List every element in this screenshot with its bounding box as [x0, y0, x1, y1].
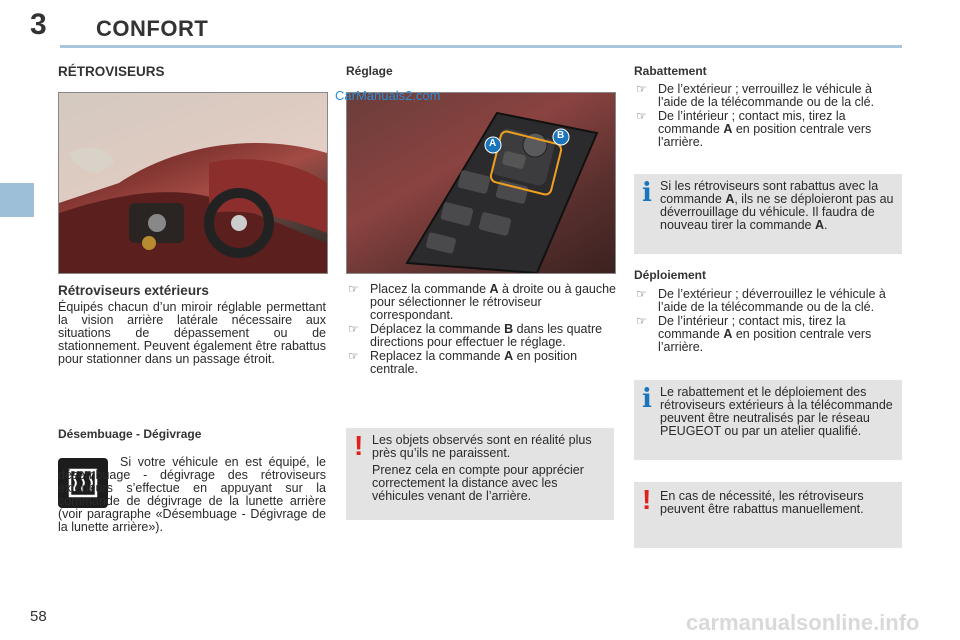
- section-title: RÉTROVISEURS: [58, 64, 165, 79]
- folding-step: ☞ De l’extérieur ; verrouillez le véhicule à l’aide de la télécommande ou de la clé.: [636, 82, 875, 109]
- manual-folding-warning: [634, 482, 902, 548]
- network-info-note: [634, 380, 902, 460]
- adjustment-step: ☞ Placez la commande A à droite ou à gauche pour sélectionner le rétroviseur correspondant.: [348, 282, 616, 322]
- bullet-hand-icon: ☞: [636, 82, 647, 96]
- adjustment-step: ☞ Replacez la commande A en position centrale.: [348, 349, 578, 376]
- dashboard-illustration: [59, 93, 327, 273]
- warning-exclamation-icon: !: [354, 430, 364, 461]
- unfolding-steps: [634, 288, 902, 355]
- warning-line-1: Les objets observés sont en réalité plus près qu’ils ne paraissent.: [372, 433, 592, 460]
- defrost-text: Si votre véhicule en est équipé, le désembuage - dégivrage des rétroviseurs extérieurs s’effectue en appuyant sur la commande de dégivrage de la lunette arrière (voir paragraphe «Désembuage - Dégivrage de la lunette arrière»).: [58, 455, 326, 534]
- bullet-hand-icon: ☞: [348, 322, 359, 336]
- header-rule: [60, 45, 902, 48]
- chapter-number: 3: [30, 8, 47, 41]
- bullet-hand-icon: ☞: [348, 282, 359, 296]
- photo-label-a: A: [489, 138, 497, 149]
- adjustment-title: Réglage: [346, 64, 393, 78]
- manual-folding-text: En cas de nécessité, les rétroviseurs peuvent être rabattus manuellement.: [660, 489, 864, 516]
- warning-line-2: Prenez cela en compte pour apprécier correctement la distance avec les véhicules venant de l’arrière.: [372, 463, 584, 503]
- unfolding-step: ☞ De l’extérieur ; déverrouillez le véhicule à l’aide de la télécommande ou de la clé.: [636, 287, 886, 314]
- network-info-text: Le rabattement et le déploiement des rétroviseurs extérieurs à la télécommande peuvent être neutralisés par le réseau PEUGEOT ou par un atelier qualifié.: [660, 385, 893, 438]
- chapter-side-tab: [0, 183, 34, 217]
- chapter-title: CONFORT: [96, 16, 209, 41]
- bullet-hand-icon: ☞: [636, 314, 647, 328]
- info-icon: i: [642, 384, 652, 414]
- adjustment-step: ☞ Déplacez la commande B dans les quatre directions pour effectuer le réglage.: [348, 322, 603, 349]
- photo-label-b: B: [557, 130, 565, 141]
- adjustment-steps: [346, 283, 616, 377]
- defrost-title: Désembuage - Dégivrage: [58, 427, 202, 441]
- folding-info-note: i Si les rétroviseurs sont rabattus avec la commande A, ils ne se déploieront pas au déverrouillage du véhicule. Il faudra de nouveau tirer la commande A.: [634, 174, 902, 254]
- unfolding-title: Déploiement: [634, 268, 707, 282]
- folding-step: ☞ De l’intérieur ; contact mis, tirez la commande A en position centrale vers l’arrière.: [636, 109, 872, 149]
- description-text: Équipés chacun d’un miroir réglable permettant la vision arrière latérale nécessaire aux situations de dépassement ou de stationnement. Peuvent également être rabattus pour stationner dans un passage étroit.: [58, 300, 326, 366]
- folding-title: Rabattement: [634, 64, 707, 78]
- interior-mirror-photo: [58, 92, 328, 274]
- unfolding-step: ☞ De l’intérieur ; contact mis, tirez la commande A en position centrale vers l’arrière.: [636, 314, 872, 354]
- warning-exclamation-icon: !: [642, 484, 652, 515]
- window-switch-panel-photo: [346, 92, 616, 274]
- subsection-title: Rétroviseurs extérieurs: [58, 283, 209, 298]
- switch-panel-illustration: [347, 93, 615, 273]
- bullet-hand-icon: ☞: [348, 349, 359, 363]
- mirror-distance-warning: [346, 428, 614, 520]
- bullet-hand-icon: ☞: [636, 109, 647, 123]
- folding-steps: [634, 83, 902, 150]
- watermark-bottom: carmanualsonline.info: [686, 610, 920, 635]
- watermark-top: CarManuals2.com: [335, 88, 441, 103]
- info-icon: i: [642, 178, 652, 208]
- bullet-hand-icon: ☞: [636, 287, 647, 301]
- page-number: 58: [30, 608, 47, 625]
